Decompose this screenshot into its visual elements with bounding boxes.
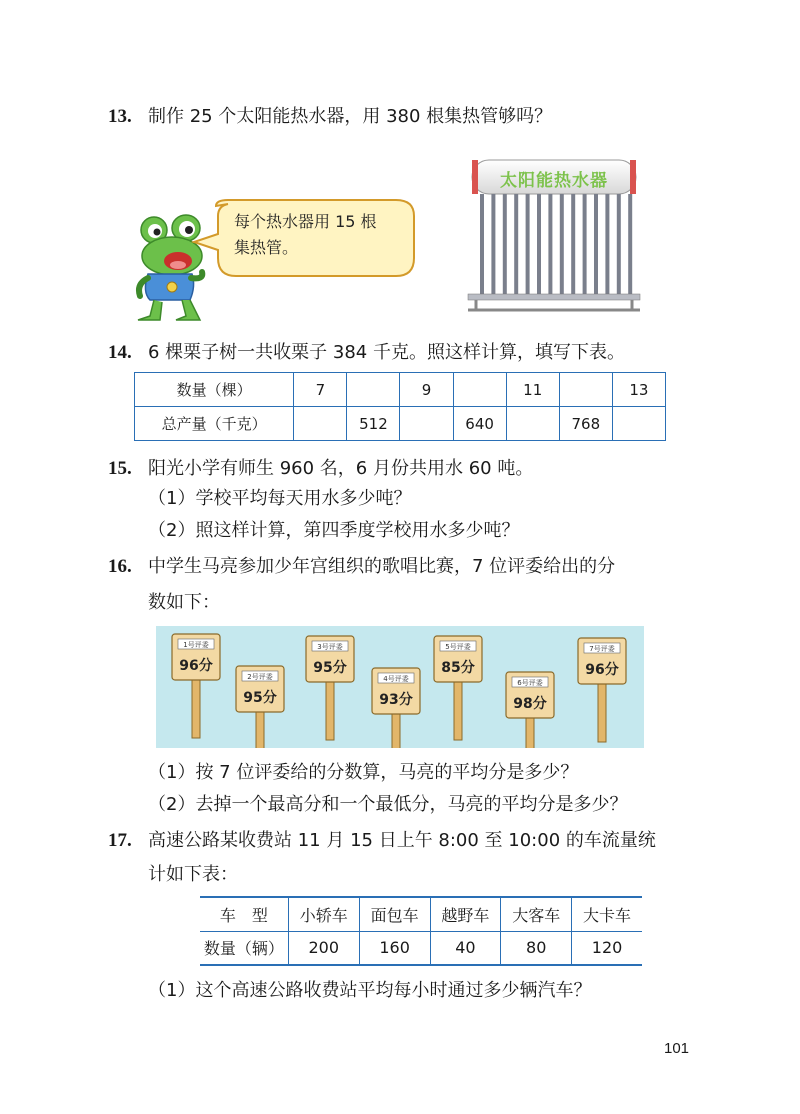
table-cell: 40	[430, 931, 501, 965]
judge-label: 7号评委	[589, 645, 615, 653]
sign-post	[598, 682, 606, 742]
question-text-cont: 计如下表：	[148, 864, 238, 885]
page-number: 101	[664, 1040, 690, 1057]
table-header: 大卡车	[572, 897, 642, 931]
table-cell[interactable]	[294, 407, 347, 441]
judge-score: 93分	[379, 692, 413, 708]
sign-post	[454, 680, 462, 740]
judge-label: 6号评委	[517, 679, 543, 687]
question-14	[108, 340, 625, 366]
q17-sub-1: （1）这个高速公路收费站平均每小时通过多少辆汽车？	[148, 980, 592, 1001]
question-text: 高速公路某收费站 11 月 15 日上午 8:00 至 10:00 的车流量统	[148, 830, 656, 851]
sign-post	[192, 678, 200, 738]
table-cell[interactable]	[506, 407, 559, 441]
question-number: 13.	[108, 106, 132, 127]
judge-score: 96分	[179, 658, 213, 674]
table-cell: 640	[453, 407, 506, 441]
sign-post	[256, 710, 264, 748]
table-cell: 768	[559, 407, 612, 441]
speech-line-1: 每个热水器用 15 根	[234, 212, 377, 231]
q15-sub-2: （2）照这样计算，第四季度学校用水多少吨？	[148, 520, 520, 541]
traffic-table	[200, 896, 642, 966]
table-header: 面包车	[359, 897, 430, 931]
table-cell: 120	[572, 931, 642, 965]
table-cell: 9	[400, 373, 453, 407]
q16-sub-2: （2）去掉一个最高分和一个最低分，马亮的平均分是多少？	[148, 794, 628, 815]
table-header: 大客车	[501, 897, 572, 931]
judge-label: 5号评委	[445, 643, 471, 651]
judges-panel	[156, 626, 644, 748]
table-cell: 数量（辆）	[200, 931, 288, 965]
judge-score: 85分	[441, 660, 475, 676]
question-17	[108, 828, 656, 854]
table-cell[interactable]	[400, 407, 453, 441]
table-cell: 512	[347, 407, 400, 441]
sign-post	[526, 716, 534, 748]
table-cell: 总产量（千克）	[135, 407, 294, 441]
table-row	[135, 407, 666, 441]
question-15	[108, 456, 533, 482]
judge-score: 96分	[585, 662, 619, 678]
question-number: 17.	[108, 830, 132, 851]
question-number: 14.	[108, 342, 132, 363]
table-cell: 11	[506, 373, 559, 407]
heater-label: 太阳能热水器	[500, 171, 608, 191]
table-cell[interactable]	[559, 373, 612, 407]
table-cell[interactable]	[347, 373, 400, 407]
table-header: 车 型	[200, 897, 288, 931]
question-text: 制作 25 个太阳能热水器，用 380 根集热管够吗？	[148, 106, 553, 127]
judge-score: 98分	[513, 696, 547, 712]
table-cell[interactable]	[612, 407, 665, 441]
table-cell: 7	[294, 373, 347, 407]
table-header: 小轿车	[288, 897, 359, 931]
q15-sub-1: （1）学校平均每天用水多少吨？	[148, 488, 412, 509]
judge-label: 1号评委	[183, 641, 209, 649]
table-cell: 13	[612, 373, 665, 407]
table-cell: 200	[288, 931, 359, 965]
judge-score: 95分	[313, 660, 347, 676]
table-header: 越野车	[430, 897, 501, 931]
q16-sub-1: （1）按 7 位评委给的分数算，马亮的平均分是多少？	[148, 762, 579, 783]
judge-label: 3号评委	[317, 643, 343, 651]
table-cell: 160	[359, 931, 430, 965]
question-number: 16.	[108, 556, 132, 577]
table-cell: 数量（棵）	[135, 373, 294, 407]
judge-label: 2号评委	[247, 673, 273, 681]
question-13	[108, 104, 552, 130]
table-cell[interactable]	[453, 373, 506, 407]
question-number: 15.	[108, 458, 132, 479]
sign-post	[392, 712, 400, 748]
table-row	[200, 931, 642, 965]
table-cell: 80	[501, 931, 572, 965]
question-text: 阳光小学有师生 960 名，6 月份共用水 60 吨。	[148, 458, 534, 479]
judge-score: 95分	[243, 690, 277, 706]
question-text-cont: 数如下：	[148, 592, 220, 613]
table-row	[135, 373, 666, 407]
question-text: 6 棵栗子树一共收栗子 384 千克。照这样计算，填写下表。	[148, 342, 625, 363]
yield-table	[134, 372, 666, 441]
judge-label: 4号评委	[383, 675, 409, 683]
sign-post	[326, 680, 334, 740]
question-text: 中学生马亮参加少年宫组织的歌唱比赛，7 位评委给出的分	[148, 556, 616, 577]
question-16	[108, 554, 615, 580]
table-row	[200, 897, 642, 931]
speech-line-2: 集热管。	[234, 238, 299, 257]
